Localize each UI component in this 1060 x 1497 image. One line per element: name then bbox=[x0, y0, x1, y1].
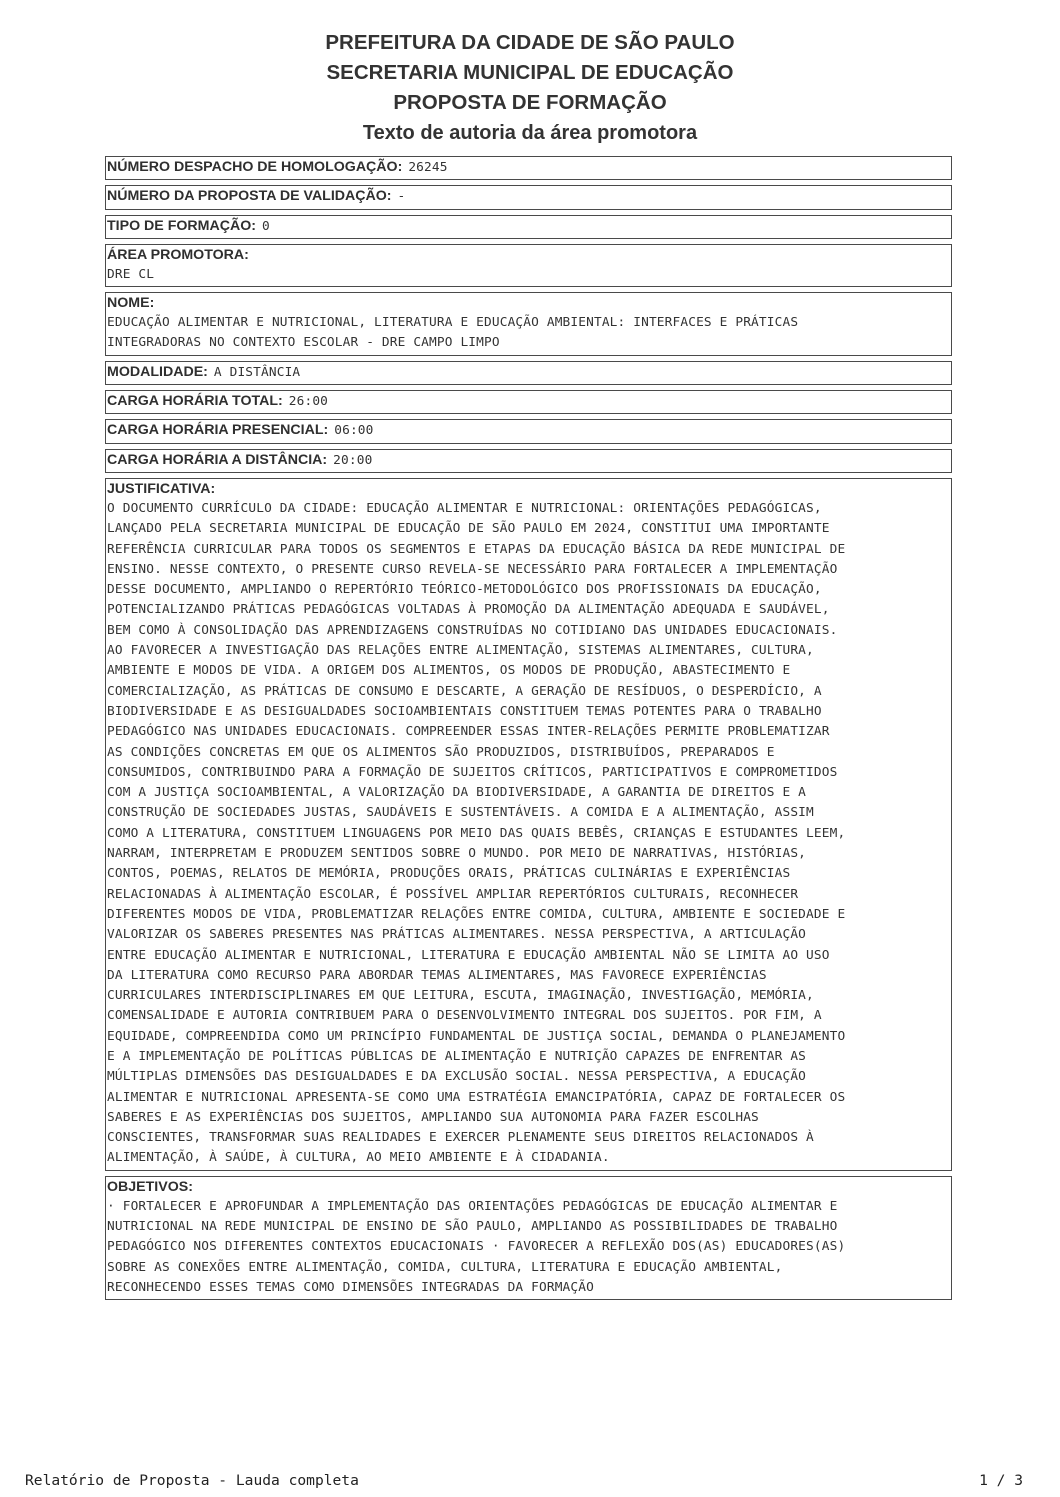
field-label: CARGA HORÁRIA A DISTÂNCIA: bbox=[107, 451, 328, 468]
field-label: MODALIDADE: bbox=[107, 363, 208, 380]
footer-title: Relatório de Proposta - Lauda completa bbox=[25, 1472, 359, 1489]
field-value: 20:00 bbox=[333, 452, 373, 468]
header-line-autoria: Texto de autoria da área promotora bbox=[362, 122, 698, 144]
field-despacho bbox=[105, 156, 952, 180]
document-header bbox=[0, 28, 1060, 148]
field-label: CARGA HORÁRIA TOTAL: bbox=[107, 393, 283, 410]
field-label: NÚMERO DESPACHO DE HOMOLOGAÇÃO: bbox=[107, 159, 403, 175]
field-label: ÁREA PROMOTORA: bbox=[107, 246, 249, 263]
field-justificativa bbox=[105, 478, 952, 1171]
field-label: NOME: bbox=[107, 295, 155, 312]
field-objetivos bbox=[105, 1176, 952, 1300]
field-label: OBJETIVOS: bbox=[107, 1178, 193, 1195]
field-label: TIPO DE FORMAÇÃO: bbox=[107, 217, 256, 234]
page-footer bbox=[25, 1472, 1023, 1489]
field-tipo-formacao bbox=[105, 215, 952, 239]
proposal-fields bbox=[105, 156, 952, 1305]
field-label: JUSTIFICATIVA: bbox=[107, 480, 216, 497]
header-line-proposta: PROPOSTA DE FORMAÇÃO bbox=[393, 91, 667, 114]
field-carga-presencial bbox=[105, 419, 952, 443]
field-proposta-validacao bbox=[105, 185, 952, 209]
header-line-prefeitura: PREFEITURA DA CIDADE DE SÃO PAULO bbox=[325, 31, 735, 54]
field-carga-total bbox=[105, 390, 952, 414]
field-label: NÚMERO DA PROPOSTA DE VALIDAÇÃO: bbox=[107, 188, 392, 205]
page-number: 1 / 3 bbox=[979, 1472, 1023, 1489]
field-value: 0 bbox=[261, 218, 270, 234]
field-value: · FORTALECER E APROFUNDAR A IMPLEMENTAÇÃO DAS ORIENTAÇÕES PEDAGÓGICAS DE EDUCAÇÃO ALIMENTAR E NUTRICIONAL NA REDE MUNICIPAL DE ENSINO DE SÃO PAULO, AMPLIANDO AS POSSIBILIDADES DE TRABALHO PEDAGÓGICO NOS DIFERENTES CONTEXTOS EDUCACIONAIS · FAVORECER A REFLEXÃO DOS(AS) EDUCADORES(AS) SOBRE AS CONEXÕES ENTRE ALIMENTAÇÃO, COMIDA, CULTURA, LITERATURA E EDUCAÇÃO AMBIENTAL, RECONHECENDO ESSES TEMAS COMO DIMENSÕES INTEGRADAS DA FORMAÇÃO bbox=[107, 1198, 846, 1295]
field-value: O DOCUMENTO CURRÍCULO DA CIDADE: EDUCAÇÃO ALIMENTAR E NUTRICIONAL: ORIENTAÇÕES PEDAGÓGICAS, LANÇADO PELA SECRETARIA MUNICIPAL DE EDUCAÇÃO DE SÃO PAULO EM 2024, CONSTITUI UMA IMPORTANTE REFERÊNCIA CURRICULAR PARA TODOS OS SEGMENTOS E ETAPAS DA EDUCAÇÃO BÁSICA DA REDE MUNICIPAL DE ENSINO. NESSE CONTEXTO, O PRESENTE CURSO REVELA-SE NECESSÁRIO PARA FORTALECER A IMPLEMENTAÇÃO DESSE DOCUMENTO, AMPLIANDO O REPERTÓRIO TEÓRICO-METODOLÓGICO DOS PROFISSIONAIS DA EDUCAÇÃO, POTENCIALIZANDO PRÁTICAS PEDAGÓGICAS VOLTADAS À PROMOÇÃO DA ALIMENTAÇÃO ADEQUADA E SAUDÁVEL, BEM COMO À CONSOLIDAÇÃO DAS APRENDIZAGENS CONSTRUÍDAS NO COTIDIANO DAS UNIDADES EDUCACIONAIS. AO FAVORECER A INVESTIGAÇÃO DAS RELAÇÕES ENTRE ALIMENTAÇÃO, SISTEMAS ALIMENTARES, CULTURA, AMBIENTE E MODOS DE VIDA. A ORIGEM DOS ALIMENTOS, OS MODOS DE PRODUÇÃO, ABASTECIMENTO E COMERCIALIZAÇÃO, AS PRÁTICAS DE CONSUMO E DESCARTE, A GERAÇÃO DE RESÍDUOS, O DESPERDÍCIO, A BIODIVERSIDADE E AS DESIGUALDADES SOCIOAMBIENTAIS CONSTITUEM TEMAS POTENTES PARA O TRABALHO PEDAGÓGICO NAS UNIDADES EDUCACIONAIS. COMPREENDER ESSAS INTER-RELAÇÕES PERMITE PROBLEMATIZAR AS CONDIÇÕES CONCRETAS EM QUE OS ALIMENTOS SÃO PRODUZIDOS, DISTRIBUÍDOS, PREPARADOS E CONSUMIDOS, CONTRIBUINDO PARA A FORMAÇÃO DE SUJEITOS CRÍTICOS, PARTICIPATIVOS E COMPROMETIDOS COM A JUSTIÇA SOCIOAMBIENTAL, A VALORIZAÇÃO DA BIODIVERSIDADE, A GARANTIA DE DIREITOS E A CONSTRUÇÃO DE SOCIEDADES JUSTAS, SAUDÁVEIS E SUSTENTÁVEIS. A COMIDA E A ALIMENTAÇÃO, ASSIM COMO A LITERATURA, CONSTITUEM LINGUAGENS POR MEIO DAS QUAIS BEBÊS, CRIANÇAS E ESTUDANTES LEEM, NARRAM, INTERPRETAM E PRODUZEM SENTIDOS SOBRE O MUNDO. POR MEIO DE NARRATIVAS, HISTÓRIAS, CONTOS, POEMAS, RELATOS DE MEMÓRIA, PRODUÇÕES ORAIS, PRÁTICAS CULINÁRIAS E EXPERIÊNCIAS RELACIONADAS À ALIMENTAÇÃO ESCOLAR, É POSSÍVEL AMPLIAR REPERTÓRIOS CULTURAIS, RECONHECER DIFERENTES MODOS DE VIDA, PROBLEMATIZAR RELAÇÕES ENTRE COMIDA, CULTURA, AMBIENTE E SOCIEDADE E VALORIZAR OS SABERES PRESENTES NAS PRÁTICAS ALIMENTARES. NESSA PERSPECTIVA, A ARTICULAÇÃO ENTRE EDUCAÇÃO ALIMENTAR E NUTRICIONAL, LITERATURA E EDUCAÇÃO AMBIENTAL NÃO SE LIMITA AO USO DA LITERATURA COMO RECURSO PARA ABORDAR TEMAS ALIMENTARES, MAS FAVORECE EXPERIÊNCIAS CURRICULARES INTERDISCIPLINARES EM QUE LEITURA, ESCUTA, IMAGINAÇÃO, INVESTIGAÇÃO, MEMÓRIA, COMENSALIDADE E AUTORIA CONTRIBUEM PARA O DESENVOLVIMENTO INTEGRAL DOS SUJEITOS. POR FIM, A EQUIDADE, COMPREENDIDA COMO UM PRINCÍPIO FUNDAMENTAL DE JUSTIÇA SOCIAL, DEMANDA O PLANEJAMENTO E A IMPLEMENTAÇÃO DE POLÍTICAS PÚBLICAS DE ALIMENTAÇÃO E NUTRIÇÃO CAPAZES DE ENFRENTAR AS MÚLTIPLAS DIMENSÕES DAS DESIGUALDADES E DA EXCLUSÃO SOCIAL. NESSA PERSPECTIVA, A EDUCAÇÃO ALIMENTAR E NUTRICIONAL APRESENTA-SE COMO UMA ESTRATÉGIA EMANCIPATÓRIA, CAPAZ DE FORTALECER OS SABERES E AS EXPERIÊNCIAS DOS SUJEITOS, AMPLIANDO SUA AUTONOMIA PARA FAZER ESCOLHAS CONSCIENTES, TRANSFORMAR SUAS REALIDADES E EXERCER PLENAMENTE SEUS DIREITOS RELACIONADOS À ALIMENTAÇÃO, À SAÚDE, À CULTURA, AO MEIO AMBIENTE E À CIDADANIA. bbox=[107, 500, 846, 1166]
field-value: 26245 bbox=[408, 160, 448, 175]
field-value: DRE CL bbox=[107, 266, 155, 282]
field-value: 26:00 bbox=[288, 394, 329, 410]
field-nome bbox=[105, 292, 952, 356]
field-value: A DISTÂNCIA bbox=[213, 364, 301, 380]
field-value: EDUCAÇÃO ALIMENTAR E NUTRICIONAL, LITERATURA E EDUCAÇÃO AMBIENTAL: INTERFACES E PRÁTICAS INTEGRADORAS NO CONTEXTO ESCOLAR - DRE CAMPO LIMPO bbox=[107, 315, 799, 351]
field-value: 06:00 bbox=[334, 423, 374, 439]
field-carga-distancia bbox=[105, 449, 952, 473]
field-area-promotora bbox=[105, 244, 952, 287]
header-line-secretaria: SECRETARIA MUNICIPAL DE EDUCAÇÃO bbox=[326, 61, 734, 84]
field-label: CARGA HORÁRIA PRESENCIAL: bbox=[107, 422, 329, 439]
field-value: - bbox=[397, 189, 406, 205]
field-modalidade bbox=[105, 361, 952, 385]
